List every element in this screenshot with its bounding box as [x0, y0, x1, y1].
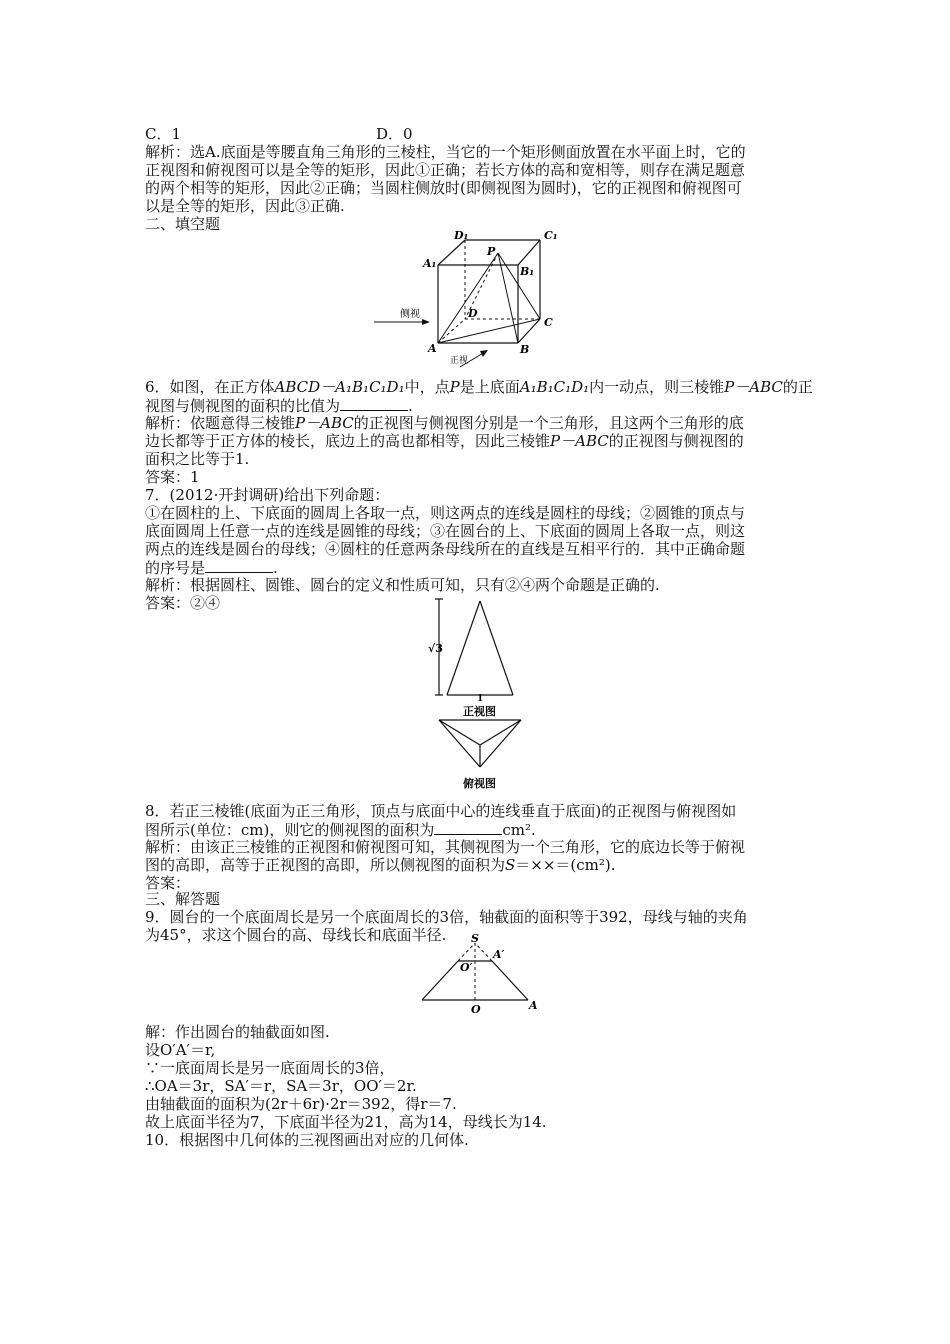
- analysis-q6-line2: 边长都等于正方体的棱长，底边上的高也都相等，因此三棱锥P－ABC的正视图与侧视图的: [145, 432, 744, 450]
- question-9-line1: 9．圆台的一个底面周长是另一个底面周长的3倍，轴截面的面积等于392，母线与轴的夹角: [145, 908, 748, 926]
- vertex-label-a1: A₁: [423, 257, 437, 270]
- question-7-line3: 底面圆周上任意一点的连线是圆锥的母线；③在圆台的上、下底面的圆周上各取一点，则这: [145, 522, 746, 540]
- solution-q9-line4: ∴OA＝3r，SA′＝r，SA＝3r，OO′＝2r.: [145, 1077, 417, 1095]
- answer-blank: [434, 820, 502, 835]
- analysis-q5-line1: 解析：选A.底面是等腰直角三角形的三棱柱，当它的一个矩形侧面放置在水平面上时，它的: [145, 143, 746, 161]
- vertex-label-c1: C₁: [544, 229, 558, 242]
- question-6-line1: 6．如图，在正方体ABCD－A₁B₁C₁D₁中，点P是上底面A₁B₁C₁D₁内一动点，则三棱锥P－ABC的正: [145, 378, 813, 396]
- section-heading-fill-in: 二、填空题: [145, 215, 221, 233]
- frustum-figure: [415, 933, 540, 1015]
- vertex-label-b1: B₁: [520, 265, 535, 278]
- vertex-label-a: A: [428, 342, 437, 355]
- question-6-line2: 视图与侧视图的面积的比值为 .: [145, 397, 413, 415]
- question-8-line2: 图所示(单位：cm)，则它的侧视图的面积为 cm².: [145, 821, 536, 839]
- analysis-q8-line1: 解析：由该正三棱锥的正视图和俯视图可知，其侧视图为一个三角形，它的底边长等于俯视: [145, 838, 746, 856]
- section-heading-solve: 三、解答题: [145, 890, 221, 908]
- point-label-o-prime: O′: [460, 961, 473, 974]
- side-view-label: 侧视: [400, 309, 420, 320]
- three-views-figure: [425, 595, 535, 790]
- solution-q9-line5: 由轴截面的面积为(2r＋6r)·2r＝392，得r＝7.: [145, 1095, 457, 1113]
- analysis-q5-line2: 正视图和俯视图可以是全等的矩形，因此①正确；若长方体的高和宽相等，则存在满足题意: [145, 161, 746, 179]
- solution-q9-line1: 解：作出圆台的轴截面如图.: [145, 1023, 330, 1041]
- question-10: 10．根据图中几何体的三视图画出对应的几何体.: [145, 1131, 469, 1149]
- solution-q9-line3: ∵一底面周长是另一底面周长的3倍，: [145, 1059, 395, 1077]
- analysis-q6-line3: 面积之比等于1.: [145, 450, 250, 468]
- question-9-line2: 为45°，求这个圆台的高、母线长和底面半径.: [145, 926, 447, 944]
- answer-blank: [205, 558, 273, 573]
- option-line-c-d: C．1 D．0: [145, 125, 413, 143]
- solution-q9-line2: 设O′A′＝r,: [145, 1041, 216, 1059]
- analysis-q6-line1: 解析：依题意得三棱锥P－ABC的正视图与侧视图分别是一个三角形，且这两个三角形的底: [145, 414, 744, 432]
- question-7-line1: 7．(2012·开封调研)给出下列命题：: [145, 486, 390, 504]
- point-label-o: O: [471, 1003, 481, 1015]
- base-label: 1: [477, 694, 484, 704]
- vertex-label-d1: D₁: [454, 229, 469, 242]
- analysis-q5-line3: 的两个相等的矩形，因此②正确；当圆柱侧放时(即侧视图为圆时)，它的正视图和俯视图可: [145, 179, 742, 197]
- vertex-label-d: D: [468, 307, 478, 320]
- front-view-label: 正视: [450, 356, 469, 366]
- solution-q9-line6: 故上底面半径为7，下底面半径为21，高为14，母线长为14.: [145, 1113, 547, 1131]
- point-label-a: A: [529, 999, 538, 1012]
- answer-q7: 答案：②④: [145, 594, 221, 612]
- question-7-line5: 的序号是 .: [145, 559, 278, 577]
- cube-figure: [370, 225, 570, 370]
- point-label-a-prime: A′: [493, 948, 505, 961]
- front-view-caption: 正视图: [463, 705, 496, 718]
- answer-blank: [340, 396, 408, 411]
- question-8-line1: 8．若正三棱锥(底面为正三角形，顶点与底面中心的连线垂直于底面)的正视图与俯视图如: [145, 802, 737, 820]
- answer-q6: 答案：1: [145, 468, 200, 486]
- question-7-line2: ①在圆柱的上、下底面的圆周上各取一点，则这两点的连线是圆柱的母线；②圆锥的顶点与: [145, 504, 746, 522]
- answer-q8: 答案：: [145, 874, 191, 892]
- height-label: √3: [428, 642, 443, 655]
- analysis-q5-line4: 以是全等的矩形，因此③正确.: [145, 197, 345, 215]
- top-view-caption: 俯视图: [463, 777, 496, 790]
- point-label-s: S: [471, 933, 479, 945]
- question-7-line4: 两点的连线是圆台的母线；④圆柱的任意两条母线所在的直线是互相平行的．其中正确命题: [145, 540, 746, 558]
- analysis-q7: 解析：根据圆柱、圆锥、圆台的定义和性质可知，只有②④两个命题是正确的.: [145, 576, 660, 594]
- vertex-label-c: C: [544, 316, 553, 329]
- analysis-q8-line2: 图的高即，高等于正视图的高即，所以侧视图的面积为S＝××＝(cm²).: [145, 856, 616, 874]
- vertex-label-b: B: [520, 343, 530, 356]
- vertex-label-p: P: [487, 245, 496, 258]
